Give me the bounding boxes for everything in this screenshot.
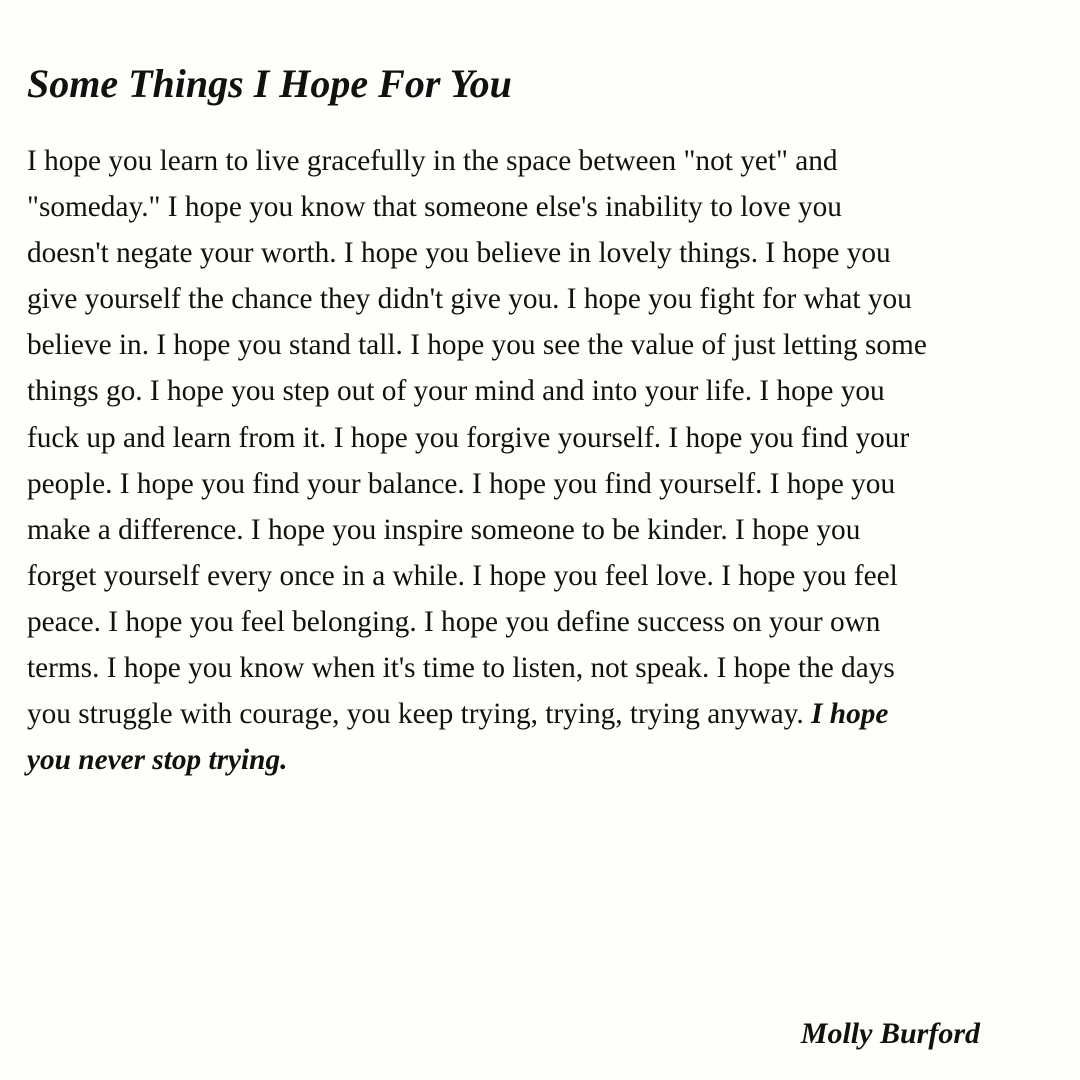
body-line: forget yourself every once in a while. I hope you feel love. I hope you feel (27, 559, 898, 592)
body-line-13 (27, 691, 1067, 737)
closing-emphasis-end: you never stop trying. (27, 744, 288, 777)
body-line: people. I hope you find your balance. I hope you find yourself. I hope you (27, 467, 896, 500)
body-line: give yourself the chance they didn't give you. I hope you fight for what you (27, 283, 912, 316)
body-line: things go. I hope you step out of your mind and into your life. I hope you (27, 375, 885, 408)
body-line: make a difference. I hope you inspire someone to be kinder. I hope you (27, 513, 861, 546)
body-line: I hope you learn to live gracefully in the space between "not yet" and (27, 145, 838, 177)
poem-body (27, 138, 1067, 783)
body-line: "someday." I hope you know that someone else's inability to love you (27, 191, 842, 224)
body-line-13-text: you struggle with courage, you keep trying, trying, trying anyway. (27, 698, 812, 731)
closing-emphasis-start: I hope (811, 698, 889, 731)
author-signature: Molly Burford (800, 1017, 980, 1050)
poem-title: Some Things I Hope For You (27, 61, 512, 106)
body-line: fuck up and learn from it. I hope you forgive yourself. I hope you find your (27, 421, 910, 454)
body-line: doesn't negate your worth. I hope you believe in lovely things. I hope you (27, 237, 891, 270)
body-line: believe in. I hope you stand tall. I hope you see the value of just letting some (27, 329, 927, 362)
body-line: terms. I hope you know when it's time to listen, not speak. I hope the days (27, 652, 895, 685)
body-line: peace. I hope you feel belonging. I hope you define success on your own (27, 605, 881, 638)
